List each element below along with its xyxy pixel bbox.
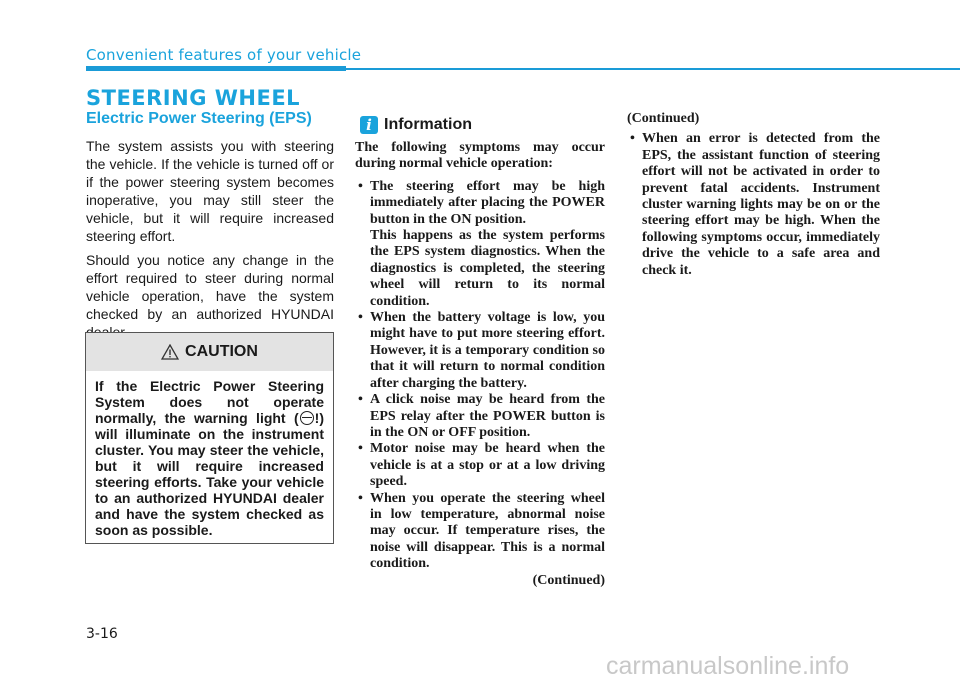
paragraph-intro: The system assists you with steering the vehicle. If the vehicle is turned off or if the power steering system becomes inoperative, you may still steer the vehicle, but it will require increased steering effort. (86, 138, 334, 244)
caution-text-before: If the Electric Power Steering System does not operate normally, the warning light ( (95, 378, 324, 426)
caution-text-after: ) will illuminate on the instrument cluster. You may steer the vehicle, but it will require increased steering efforts. Take your vehicle to an authorized HYUNDAI dealer and have the system checked as soon as possible. (95, 410, 324, 538)
watermark: carmanualsonline.info (606, 652, 850, 680)
list-item: • When the battery voltage is low, you might have to put more steering effort. However, it is a temporary condition so that it will return to normal condition after charging the battery. (355, 310, 605, 392)
list-item: • When an error is detected from the EPS, the assistant function of steering effort will not be activated in order to prevent fatal accidents. Instrument cluster warning lights may be on or the steering effort may be high. When the following symptoms occur, immediately drive the vehicle to a safe area and check it. (627, 131, 880, 279)
information-intro: The following symptoms may occur during normal vehicle operation: (355, 140, 605, 172)
eps-warning-light-icon (300, 411, 314, 425)
information-header (360, 116, 472, 134)
list-item: • When you operate the steering wheel in low temperature, abnormal noise may occur. If temperature rises, the noise will disappear. This is a normal condition. (355, 491, 605, 573)
continued-heading: (Continued) (627, 111, 700, 126)
information-column (355, 140, 605, 589)
caution-header (86, 333, 333, 371)
paragraph-dealer: Should you notice any change in the effort required to steer during normal vehicle operation, have the system checked by an authorized HYUNDAI (86, 252, 334, 322)
caution-title: CAUTION (185, 343, 258, 360)
header-accent-bar (86, 66, 346, 71)
list-item: • The steering effort may be high immediately after placing the POWER button in the ON position. (355, 179, 605, 228)
list-item-continuation: This happens as the system performs the EPS system diagnostics. When the diagnostics is completed, the steering wheel will return to its normal condition. (370, 228, 605, 309)
continued-label: (Continued) (532, 572, 605, 588)
header-rule (346, 68, 960, 70)
caution-text (86, 371, 333, 538)
info-icon: i (360, 116, 378, 134)
warning-triangle-icon (161, 344, 179, 360)
page-number: 3-16 (86, 626, 118, 642)
left-column (86, 137, 334, 347)
right-column (627, 111, 880, 279)
list-item: • Motor noise may be heard when the vehicle is at a stop or at a low driving speed. (355, 441, 605, 490)
section-title: STEERING WHEEL (86, 86, 301, 110)
caution-icon-mark: ! (314, 410, 320, 426)
section-subtitle: Electric Power Steering (EPS) (86, 110, 312, 127)
header-title: Convenient features of your vehicle (86, 46, 362, 64)
information-title: Information (384, 116, 472, 133)
list-item: • A click noise may be heard from the EPS relay after the POWER button is in the ON or OFF position. (355, 392, 605, 441)
caution-box (85, 332, 334, 544)
